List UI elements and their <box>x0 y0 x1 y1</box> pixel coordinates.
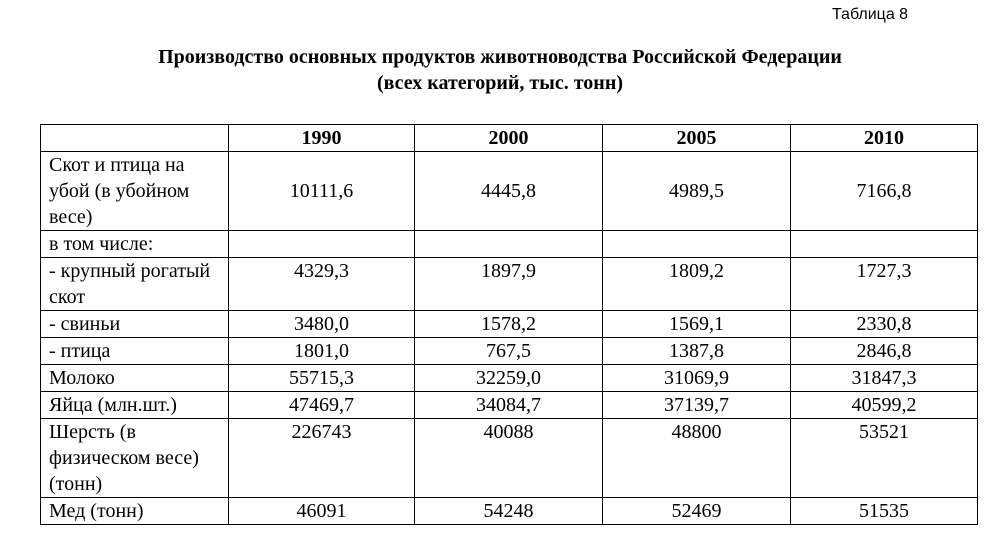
table-cell <box>603 231 791 258</box>
table-cell: 47469,7 <box>229 392 415 419</box>
table-cell: 55715,3 <box>229 365 415 392</box>
table-cell: 10111,6 <box>229 152 415 231</box>
table-cell: 31847,3 <box>791 365 978 392</box>
livestock-production-table <box>40 124 978 525</box>
table-cell: 1569,1 <box>603 311 791 338</box>
header-cell-year: 2005 <box>603 125 791 152</box>
table-cell: 1801,0 <box>229 338 415 365</box>
table-cell: 46091 <box>229 498 415 525</box>
row-label: Яйца (млн.шт.) <box>41 392 229 419</box>
table-cell: 4989,5 <box>603 152 791 231</box>
table-cell: 40599,2 <box>791 392 978 419</box>
table-row <box>41 231 978 258</box>
page-title <box>0 44 1000 96</box>
table-cell: 226743 <box>229 419 415 498</box>
table-cell: 32259,0 <box>415 365 603 392</box>
table-cell: 31069,9 <box>603 365 791 392</box>
row-label: - крупный рогатый скот <box>41 258 229 311</box>
table-row <box>41 311 978 338</box>
table-cell: 37139,7 <box>603 392 791 419</box>
title-line-2: (всех категорий, тыс. тонн) <box>376 72 624 94</box>
row-label: в том числе: <box>41 231 229 258</box>
table-row <box>41 498 978 525</box>
table-cell: 54248 <box>415 498 603 525</box>
table-cell: 4329,3 <box>229 258 415 311</box>
table-cell <box>415 231 603 258</box>
table-cell: 40088 <box>415 419 603 498</box>
table-row <box>41 419 978 498</box>
header-cell-year: 1990 <box>229 125 415 152</box>
table-number-label: Таблица 8 <box>832 6 909 23</box>
table-cell: 3480,0 <box>229 311 415 338</box>
table-cell: 7166,8 <box>791 152 978 231</box>
table-row <box>41 258 978 311</box>
table-cell: 1578,2 <box>415 311 603 338</box>
table-cell: 1727,3 <box>791 258 978 311</box>
row-label: Шерсть (в физическом весе) (тонн) <box>41 419 229 498</box>
table-row <box>41 152 978 231</box>
title-line-1: Производство основных продуктов животноводства Российской Федерации <box>158 46 842 68</box>
table-cell: 51535 <box>791 498 978 525</box>
table-cell: 2330,8 <box>791 311 978 338</box>
table-cell <box>791 231 978 258</box>
table-cell <box>229 231 415 258</box>
row-label: Молоко <box>41 365 229 392</box>
row-label: - свиньи <box>41 311 229 338</box>
table-row <box>41 338 978 365</box>
table-cell: 1897,9 <box>415 258 603 311</box>
table-row <box>41 365 978 392</box>
table-cell: 1809,2 <box>603 258 791 311</box>
header-cell-year: 2000 <box>415 125 603 152</box>
table-cell: 48800 <box>603 419 791 498</box>
header-cell-empty <box>41 125 229 152</box>
table-row <box>41 392 978 419</box>
row-label: Скот и птица на убой (в убойном весе) <box>41 152 229 231</box>
row-label: Мед (тонн) <box>41 498 229 525</box>
table-cell: 34084,7 <box>415 392 603 419</box>
row-label: - птица <box>41 338 229 365</box>
table-cell: 52469 <box>603 498 791 525</box>
table-cell: 53521 <box>791 419 978 498</box>
table-cell: 1387,8 <box>603 338 791 365</box>
header-cell-year: 2010 <box>791 125 978 152</box>
table-cell: 767,5 <box>415 338 603 365</box>
table-cell: 2846,8 <box>791 338 978 365</box>
table-header-row <box>41 125 978 152</box>
table-cell: 4445,8 <box>415 152 603 231</box>
